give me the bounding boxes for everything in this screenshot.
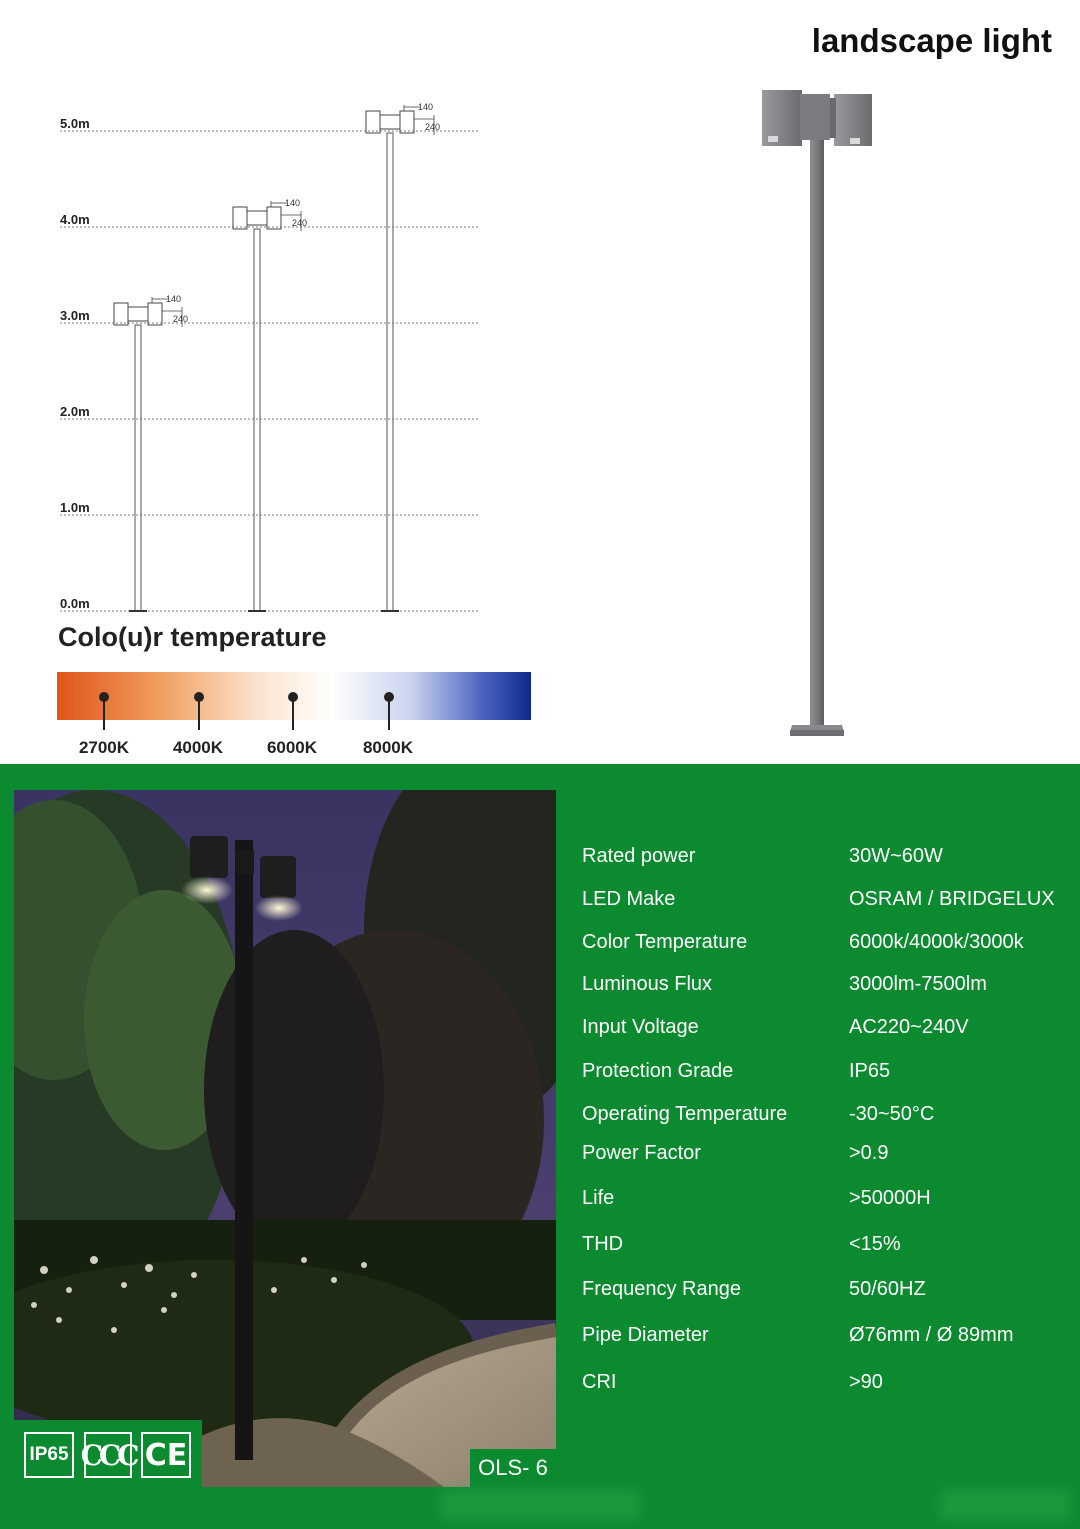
spec-value: AC220~240V	[849, 1016, 969, 1038]
pole-height-diagram	[0, 0, 560, 620]
spec-label: Color Temperature	[582, 931, 748, 953]
ct-marker-6000	[288, 692, 298, 732]
spec-value: -30~50°C	[849, 1103, 935, 1125]
night-scene	[14, 790, 556, 1487]
pole-drawings	[114, 102, 440, 611]
spec-row	[582, 1233, 1072, 1263]
spec-value: >90	[849, 1371, 883, 1393]
fixture-height-dim: 240	[292, 218, 308, 228]
spec-label: Luminous Flux	[582, 973, 713, 995]
height-level-label: 5.0m	[60, 116, 90, 131]
ct-marker-4000	[194, 692, 204, 732]
spec-label: Input Voltage	[582, 1016, 699, 1038]
spec-label: Life	[582, 1187, 615, 1209]
spec-value: >50000H	[849, 1187, 931, 1209]
ct-marker-8000	[384, 692, 394, 732]
product-night-photo	[14, 790, 556, 1487]
spec-row	[582, 1060, 1072, 1090]
spec-row	[582, 973, 1072, 1003]
spec-value: 6000k/4000k/3000k	[849, 931, 1024, 953]
ip65-badge: IP65	[24, 1432, 74, 1478]
height-level-label: 0.0m	[60, 596, 90, 611]
spec-row	[582, 931, 1072, 961]
model-number: OLS- 6	[470, 1449, 556, 1487]
certification-badges	[14, 1420, 202, 1488]
ce-badge: CE	[141, 1432, 191, 1478]
ct-label: 4000K	[172, 738, 224, 757]
spec-value: >0.9	[849, 1142, 889, 1164]
top-section	[0, 0, 1080, 764]
spec-row	[582, 888, 1072, 918]
pole-drawing	[366, 102, 440, 611]
spec-value: Ø76mm / Ø 89mm	[849, 1324, 1014, 1346]
spec-label: Protection Grade	[582, 1060, 734, 1082]
spec-value: 50/60HZ	[849, 1278, 926, 1300]
ct-label: 2700K	[78, 738, 130, 757]
spec-row	[582, 845, 1072, 875]
height-level-label: 2.0m	[60, 404, 90, 419]
fixture-width-dim: 140	[418, 102, 434, 112]
spec-label: Rated power	[582, 845, 696, 867]
pole-drawing	[233, 198, 307, 611]
pole-drawing	[114, 294, 188, 611]
spec-label: CRI	[582, 1371, 617, 1393]
pole-height-svg	[0, 0, 560, 620]
spec-value: <15%	[849, 1233, 901, 1255]
spec-label: Operating Temperature	[582, 1103, 788, 1125]
ccc-badge: CCC	[84, 1432, 132, 1478]
spec-label: Pipe Diameter	[582, 1324, 709, 1346]
spec-label: LED Make	[582, 888, 676, 910]
height-level-label: 1.0m	[60, 500, 90, 515]
spec-row	[582, 1324, 1072, 1354]
fixture-height-dim: 240	[425, 122, 441, 132]
ct-label: 6000K	[266, 738, 318, 757]
page-title: landscape light	[811, 22, 1052, 59]
fixture-height-dim: 240	[173, 314, 189, 324]
spec-row	[582, 1142, 1072, 1172]
blur-artifact	[940, 1490, 1070, 1520]
height-level-label: 4.0m	[60, 212, 90, 227]
spec-row	[582, 1103, 1072, 1133]
fixture-width-dim: 140	[285, 198, 301, 208]
spec-row	[582, 1187, 1072, 1217]
spec-value: 30W~60W	[849, 845, 943, 867]
spec-value: OSRAM / BRIDGELUX	[849, 888, 1055, 910]
spec-value: 3000lm-7500lm	[849, 973, 987, 995]
spec-row	[582, 1016, 1072, 1046]
color-temperature-heading: Colo(u)r temperature	[58, 622, 327, 652]
ct-label: 8000K	[362, 738, 414, 757]
pole-product-render	[740, 80, 900, 745]
spec-row	[582, 1278, 1072, 1308]
blur-artifact	[440, 1490, 640, 1520]
fixture-width-dim: 140	[166, 294, 182, 304]
spec-row	[582, 1371, 1072, 1401]
ct-marker-2700	[99, 692, 109, 732]
height-levels	[60, 116, 480, 611]
height-level-label: 3.0m	[60, 308, 90, 323]
spec-value: IP65	[849, 1060, 891, 1082]
spec-label: Frequency Range	[582, 1278, 741, 1300]
spec-label: THD	[582, 1233, 624, 1255]
spec-label: Power Factor	[582, 1142, 701, 1164]
